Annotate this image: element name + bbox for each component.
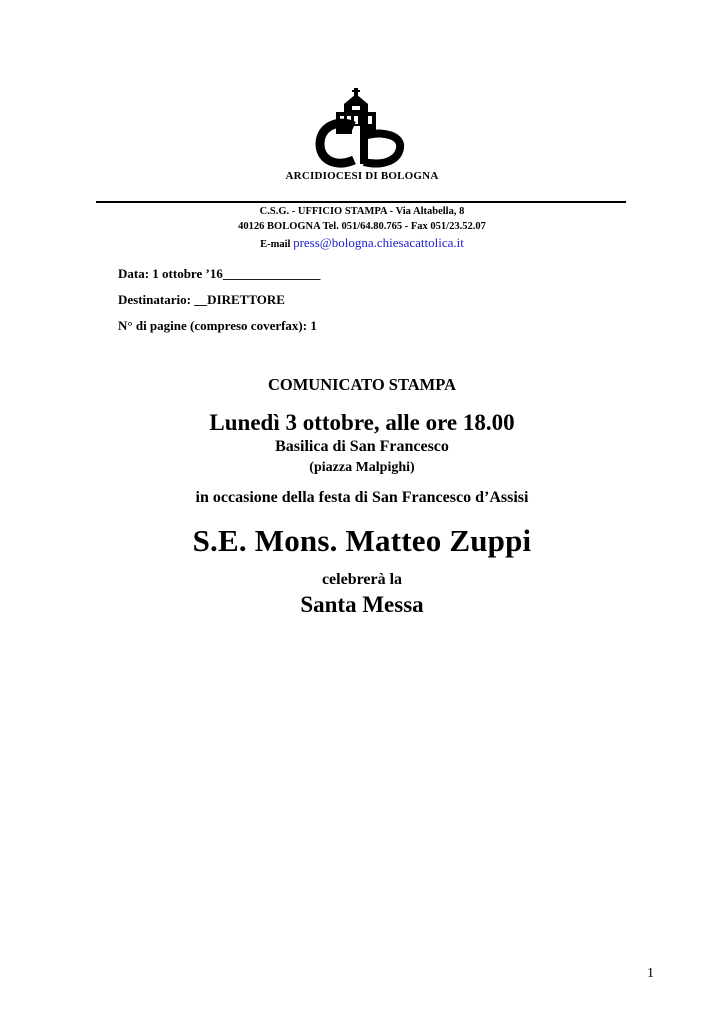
- event-name: Santa Messa: [300, 592, 424, 617]
- celebration-verb: celebrerà la: [321, 571, 403, 588]
- contact-address: C.S.G. - UFFICIO STAMPA - Via Altabella, 8: [259, 206, 465, 217]
- document-type-heading: COMUNICATO STAMPA: [267, 375, 457, 394]
- event-venue-detail: (piazza Malpighi): [309, 460, 415, 475]
- fax-recipient: Destinatario: __DIRETTORE: [118, 292, 285, 307]
- email-link[interactable]: press@bologna.chiesacattolica.it: [293, 235, 464, 250]
- event-date: Lunedì 3 ottobre, alle ore 18.00: [209, 410, 515, 435]
- event-venue: Basilica di San Francesco: [275, 438, 449, 455]
- celebrant-name: S.E. Mons. Matteo Zuppi: [192, 523, 532, 558]
- fax-page-count: N° di pagine (compreso coverfax): 1: [118, 318, 317, 333]
- event-occasion: in occasione della festa di San Francesco d’Assisi: [195, 489, 529, 506]
- fax-date: Data: 1 ottobre ’16_______________: [118, 266, 321, 281]
- organization-name: ARCIDIOCESI DI BOLOGNA: [285, 170, 439, 182]
- archdiocese-logo-icon: [314, 86, 406, 168]
- contact-email-line: [0, 235, 724, 251]
- page-number: 1: [647, 966, 654, 981]
- contact-phone-fax: 40126 BOLOGNA Tel. 051/64.80.765 - Fax 051/23.52.07: [238, 221, 486, 232]
- email-label: E-mail: [260, 239, 291, 250]
- header-divider: [96, 201, 626, 203]
